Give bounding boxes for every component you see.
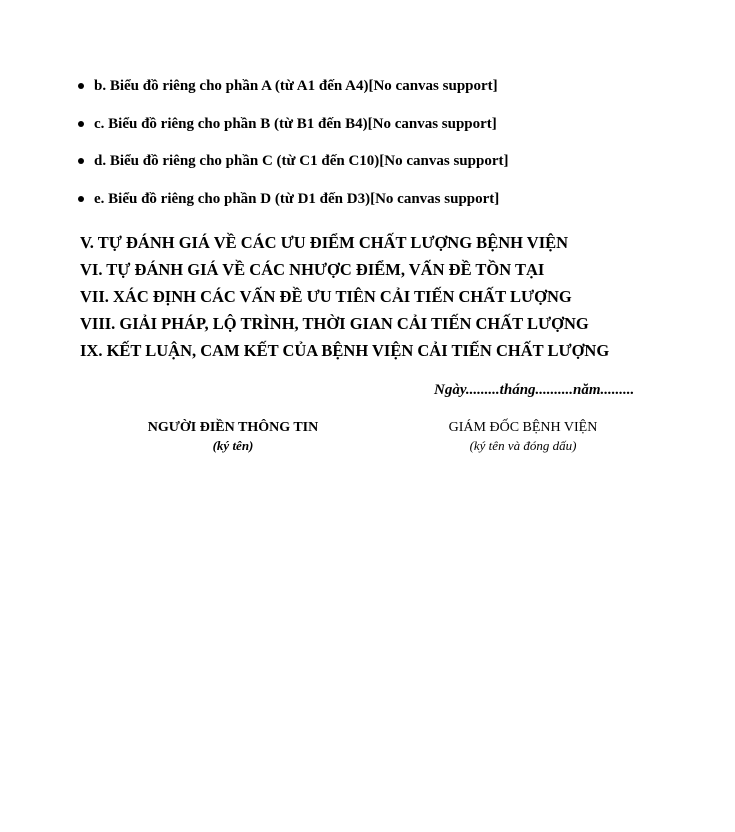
list-item-text: c. Biểu đồ riêng cho phần B (từ B1 đến B4)[No canvas support] (94, 116, 497, 132)
section-heading-ix: IX. KẾT LUẬN, CAM KẾT CỦA BỆNH VIỆN CẢI TIẾN CHẤT LƯỢNG (80, 341, 610, 360)
date-line: Ngày.........tháng..........năm......... (434, 382, 635, 398)
bullet-icon (78, 83, 84, 89)
list-item (78, 76, 508, 96)
list-item-text: e. Biểu đồ riêng cho phần D (từ D1 đến D3)[No canvas support] (94, 191, 500, 207)
section-heading-vi: VI. TỰ ĐÁNH GIÁ VỀ CÁC NHƯỢC ĐIỂM, VẤN ĐỀ TỒN TẠI (80, 260, 545, 279)
signature-note: (ký tên) (212, 438, 254, 453)
chart-list (78, 76, 508, 227)
signature-note: (ký tên và đóng dấu) (469, 438, 577, 453)
signature-block-filler (133, 418, 333, 454)
list-item-text: d. Biểu đồ riêng cho phần C (từ C1 đến C10)[No canvas support] (94, 153, 509, 169)
section-heading-viii: VIII. GIẢI PHÁP, LỘ TRÌNH, THỜI GIAN CẢI TIẾN CHẤT LƯỢNG (80, 314, 589, 333)
list-item (78, 189, 508, 209)
section-heading-v: V. TỰ ĐÁNH GIÁ VỀ CÁC ƯU ĐIỂM CHẤT LƯỢNG BỆNH VIỆN (80, 233, 569, 252)
signature-title: GIÁM ĐỐC BỆNH VIỆN (448, 420, 598, 435)
bullet-icon (78, 158, 84, 164)
list-item (78, 151, 508, 171)
list-item-text: b. Biểu đồ riêng cho phần A (từ A1 đến A4)[No canvas support] (94, 78, 498, 94)
section-headings (80, 229, 609, 364)
section-heading-vii: VII. XÁC ĐỊNH CÁC VẤN ĐỀ ƯU TIÊN CẢI TIẾN CHẤT LƯỢNG (80, 287, 572, 306)
bullet-icon (78, 121, 84, 127)
list-item (78, 114, 508, 134)
bullet-icon (78, 196, 84, 202)
signature-block-director (423, 418, 623, 454)
signature-title: NGƯỜI ĐIỀN THÔNG TIN (147, 420, 319, 435)
